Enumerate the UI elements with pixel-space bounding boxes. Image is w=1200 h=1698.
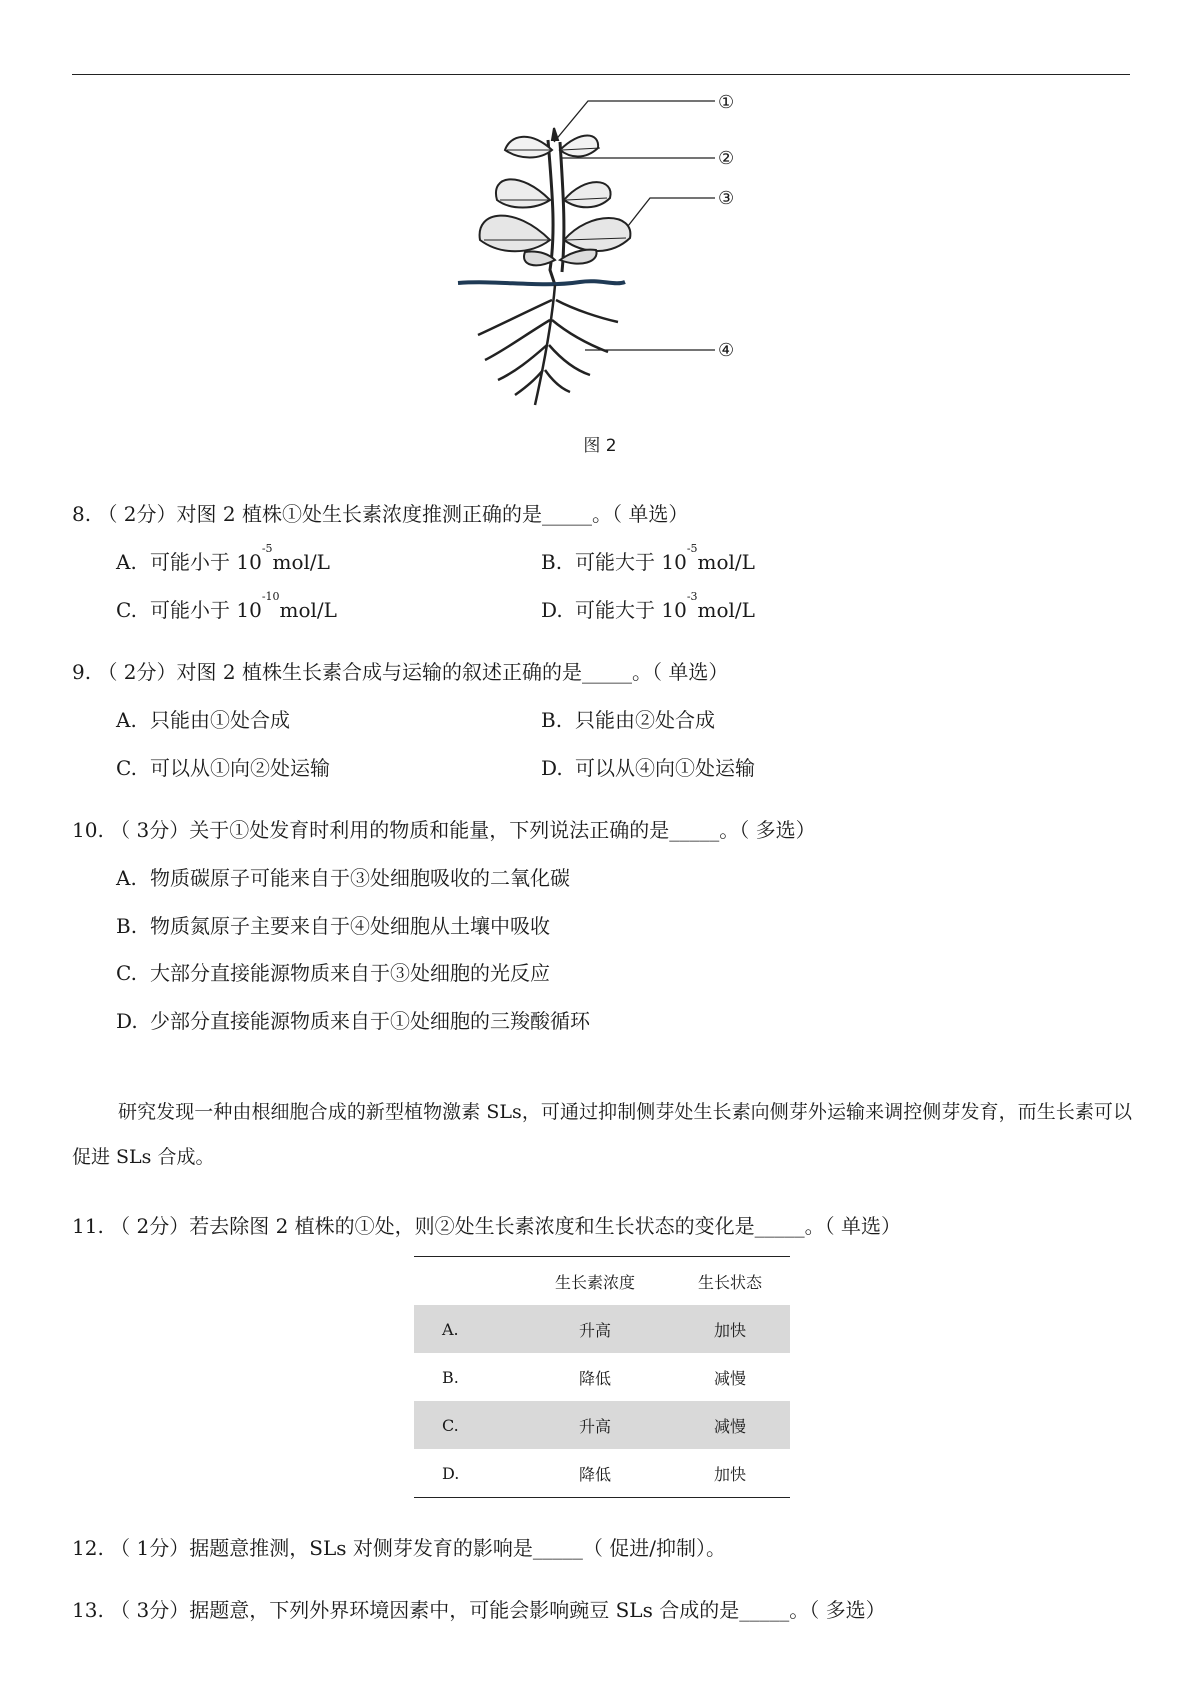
question-12-stem: 12. （ 1分）据题意推测，SLs 对侧芽发育的影响是_____（ 促进/抑制）。 xyxy=(72,1536,726,1560)
question-13-stem: 13. （ 3分）据题意，下列外界环境因素中，可能会影响豌豆 SLs 合成的是_____。（ 多选） xyxy=(72,1598,886,1622)
question-10-stem: 10. （ 3分）关于①处发育时利用的物质和能量，下列说法正确的是_____。（ 多选） xyxy=(72,818,816,842)
table-row: D. 降低 加快 xyxy=(442,1463,746,1484)
table-row: C. 升高 减慢 xyxy=(414,1401,790,1449)
q8-option-a: A. 可能小于 $10^{-5}mol/L$ xyxy=(116,542,330,574)
q8-option-c: C. 可能小于 $10^{-10}mol/L$ xyxy=(116,590,337,622)
q10-option-a: A. 物质碳原子可能来自于③处细胞吸收的二氧化碳 xyxy=(116,866,570,890)
table-header: 生长素浓度 xyxy=(554,1272,635,1292)
label-3: ③ xyxy=(718,188,735,209)
context-paragraph: 研究发现一种由根细胞合成的新型植物激素 SLs，可通过抑制侧芽处生长素向侧芽外运输来调控侧芽发育，而生长素可以促进 SLs 合成。 xyxy=(72,1101,1132,1168)
q8-option-b: B. 可能大于 $10^{-5}mol/L$ xyxy=(541,542,755,574)
label-4: ④ xyxy=(718,340,735,361)
table-row: B. 降低 减慢 xyxy=(442,1367,746,1388)
question-8-stem: 8. （ 2分）对图 2 植株①处生长素浓度推测正确的是_____。（ 单选） xyxy=(72,502,689,526)
q9-option-b: B. 只能由②处合成 xyxy=(541,708,715,732)
label-2: ② xyxy=(718,148,735,169)
label-1: ① xyxy=(718,92,735,113)
q10-option-b: B. 物质氮原子主要来自于④处细胞从土壤中吸收 xyxy=(116,914,550,938)
figure-caption: 图 2 xyxy=(583,436,617,456)
plant-figure xyxy=(0,0,1200,420)
table-header: 生长状态 xyxy=(697,1272,762,1292)
q9-option-c: C. 可以从①向②处运输 xyxy=(116,756,330,780)
table-header-row xyxy=(414,1257,790,1305)
table-row: A. 升高 加快 xyxy=(414,1305,790,1353)
q10-option-c: C. 大部分直接能源物质来自于③处细胞的光反应 xyxy=(116,961,550,985)
q8-option-d: D. 可能大于 $10^{-3}mol/L$ xyxy=(541,590,755,622)
q11-table xyxy=(414,1256,790,1498)
question-11-stem: 11. （ 2分）若去除图 2 植株的①处，则②处生长素浓度和生长状态的变化是_____。（ 单选） xyxy=(72,1214,902,1238)
q10-option-d: D. 少部分直接能源物质来自于①处细胞的三羧酸循环 xyxy=(116,1009,590,1033)
question-9-stem: 9. （ 2分）对图 2 植株生长素合成与运输的叙述正确的是_____。（ 单选） xyxy=(72,660,729,684)
q9-option-a: A. 只能由①处合成 xyxy=(116,708,290,732)
q9-option-d: D. 可以从④向①处运输 xyxy=(541,756,755,780)
